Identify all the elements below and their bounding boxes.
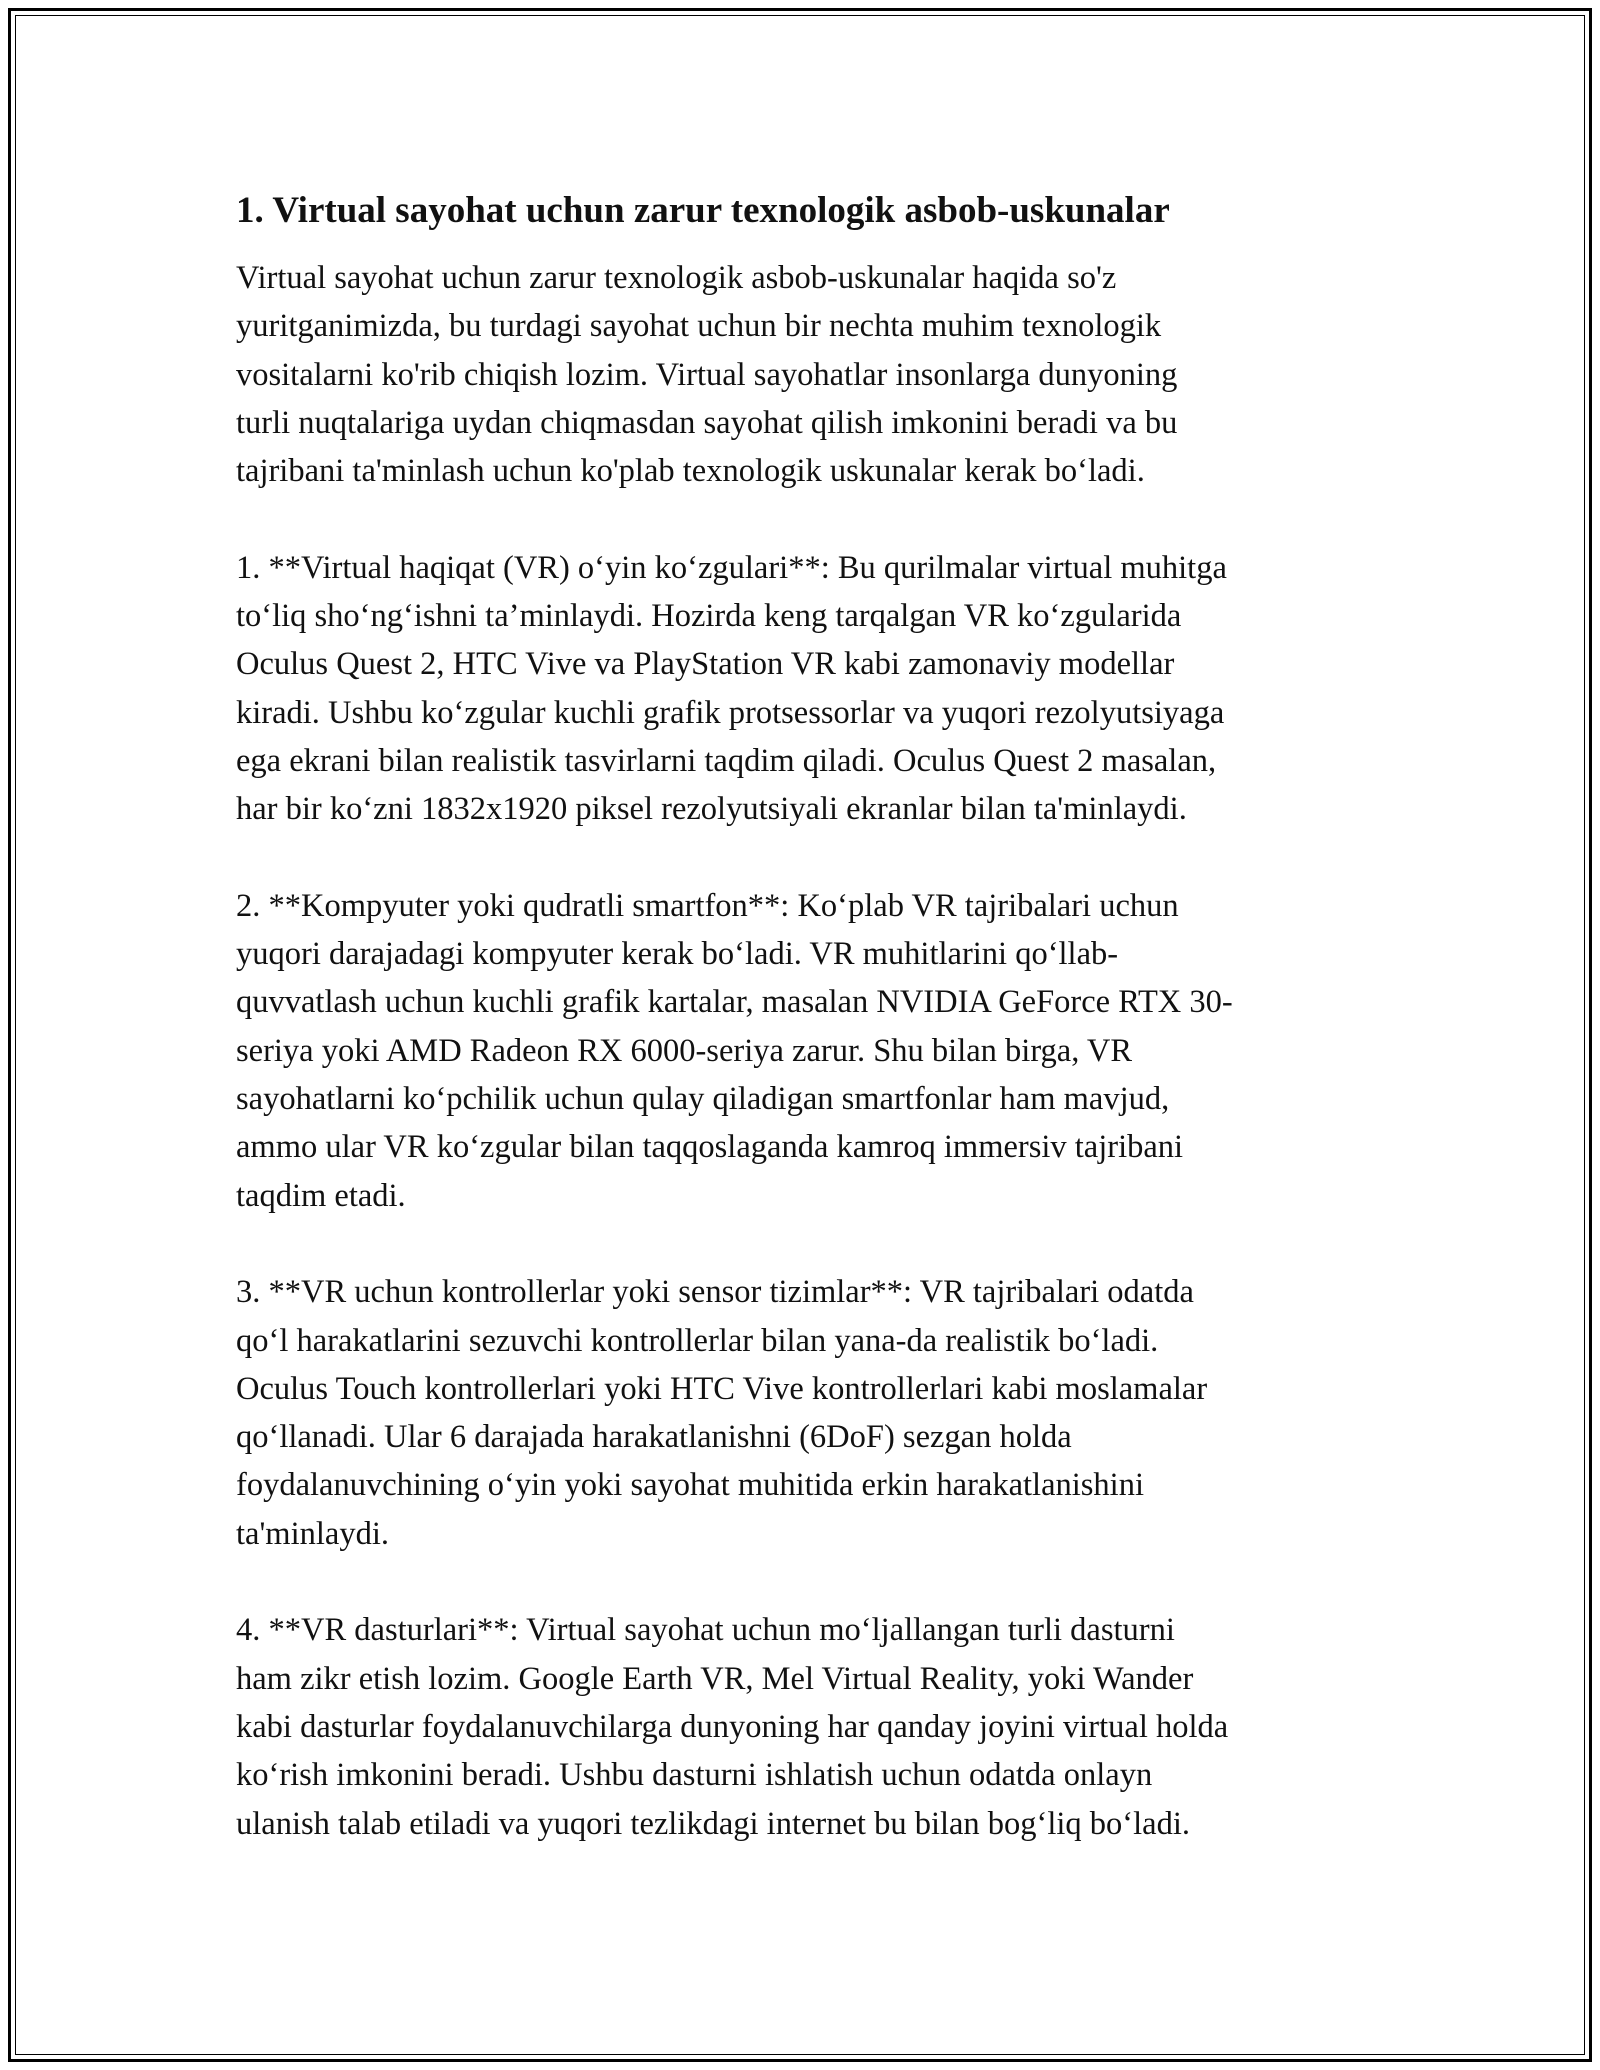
- text-line: sayohatlarni ko‘pchilik uchun qulay qiladigan smartfonlar ham mavjud,: [236, 1081, 1170, 1118]
- text-line: Oculus Quest 2, HTC Vive va PlayStation VR kabi zamonaviy modellar: [236, 646, 1175, 683]
- section-heading: 1. Virtual sayohat uchun zarur texnologik asbob-uskunalar: [236, 190, 1170, 231]
- text-line: turli nuqtalariga uydan chiqmasdan sayohat qilish imkonini beradi va bu: [236, 404, 1178, 441]
- intro-paragraph: [236, 254, 1386, 495]
- text-line: quvvatlash uchun kuchli grafik kartalar, masalan NVIDIA GeForce RTX 30-: [236, 984, 1233, 1021]
- document-body: [236, 186, 1386, 1896]
- text-line: ta'minlaydi.: [236, 1515, 389, 1552]
- text-line: seriya yoki AMD Radeon RX 6000-seriya zarur. Shu bilan birga, VR: [236, 1032, 1133, 1069]
- text-line: yuritganimizda, bu turdagi sayohat uchun bir nechta muhim texnologik: [236, 308, 1162, 345]
- text-line: 2. **Kompyuter yoki qudratli smartfon**: Ko‘plab VR tajribalari uchun: [236, 887, 1179, 924]
- text-line: ham zikr etish lozim. Google Earth VR, Mel Virtual Reality, yoki Wander: [236, 1660, 1194, 1697]
- text-line: 3. **VR uchun kontrollerlar yoki sensor tizimlar**: VR tajribalari odatda: [236, 1274, 1194, 1311]
- text-line: 4. **VR dasturlari**: Virtual sayohat uchun mo‘ljallangan turli dasturni: [236, 1612, 1175, 1649]
- text-line: to‘liq sho‘ng‘ishni ta’minlaydi. Hozirda keng tarqalgan VR ko‘zgularida: [236, 598, 1182, 635]
- text-line: ko‘rish imkonini beradi. Ushbu dasturni ishlatish uchun odatda onlayn: [236, 1757, 1153, 1794]
- text-line: qo‘l harakatlarini sezuvchi kontrollerlar bilan yana-da realistik bo‘ladi.: [236, 1322, 1159, 1359]
- text-line: ulanish talab etiladi va yuqori tezlikdagi internet bu bilan bog‘liq bo‘ladi.: [236, 1805, 1190, 1842]
- text-line: 1. **Virtual haqiqat (VR) o‘yin ko‘zgulari**: Bu qurilmalar virtual muhitga: [236, 549, 1227, 586]
- text-line: kabi dasturlar foydalanuvchilarga dunyoning har qanday joyini virtual holda: [236, 1708, 1229, 1745]
- text-line: qo‘llanadi. Ular 6 darajada harakatlanishni (6DoF) sezgan holda: [236, 1419, 1072, 1456]
- list-item-vr-software: [236, 1606, 1386, 1847]
- text-line: foydalanuvchining o‘yin yoki sayohat muhitida erkin harakatlanishini: [236, 1467, 1144, 1504]
- text-line: Virtual sayohat uchun zarur texnologik asbob-uskunalar haqida so'z: [236, 260, 1117, 296]
- text-line: vositalarni ko'rib chiqish lozim. Virtual sayohatlar insonlarga dunyoning: [236, 356, 1178, 393]
- text-line: tajribani ta'minlash uchun ko'plab texnologik uskunalar kerak bo‘ladi.: [236, 453, 1145, 490]
- list-item-computer-smartphone: [236, 882, 1386, 1220]
- text-line: har bir ko‘zni 1832x1920 piksel rezolyutsiyali ekranlar bilan ta'minlaydi.: [236, 791, 1187, 828]
- text-line: kiradi. Ushbu ko‘zgular kuchli grafik protsessorlar va yuqori rezolyutsiyaga: [236, 694, 1225, 731]
- list-item-vr-headsets: [236, 544, 1386, 834]
- text-line: yuqori darajadagi kompyuter kerak bo‘ladi. VR muhitlarini qo‘llab-: [236, 936, 1119, 973]
- text-line: ammo ular VR ko‘zgular bilan taqqoslaganda kamroq immersiv tajribani: [236, 1129, 1184, 1166]
- list-item-controllers: [236, 1268, 1386, 1558]
- text-line: taqdim etadi.: [236, 1177, 406, 1214]
- text-line: Oculus Touch kontrollerlari yoki HTC Vive kontrollerlari kabi moslamalar: [236, 1370, 1208, 1407]
- text-line: ega ekrani bilan realistik tasvirlarni taqdim qiladi. Oculus Quest 2 masalan,: [236, 742, 1217, 779]
